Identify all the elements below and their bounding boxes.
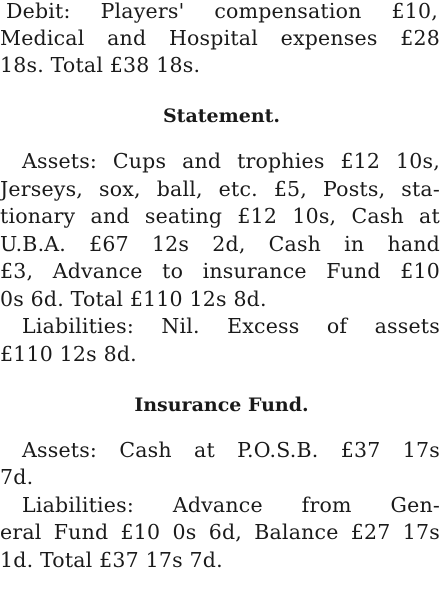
word: 2d, xyxy=(212,232,246,256)
word: Medical xyxy=(0,26,85,50)
word: expenses xyxy=(280,26,378,50)
word: Cups xyxy=(112,149,167,173)
word: ball, xyxy=(156,177,203,201)
word: assets xyxy=(374,314,440,338)
word: P.O.S.B. xyxy=(237,438,319,462)
word: and xyxy=(90,204,130,228)
debit-line-3: 18s. Total £38 18s. xyxy=(0,53,201,77)
word: Assets: xyxy=(22,438,98,462)
word: compensation xyxy=(214,0,362,23)
word: trophies xyxy=(237,149,325,173)
word: Balance xyxy=(254,520,339,544)
word: seating xyxy=(144,204,223,228)
word: Liabilities: xyxy=(22,493,134,517)
word: Posts, xyxy=(322,177,386,201)
word: insurance xyxy=(202,259,307,283)
word: £10, xyxy=(391,0,438,23)
word: £67 xyxy=(89,232,129,256)
word: £27 xyxy=(350,520,391,544)
statement-liabilities-line-1 xyxy=(22,313,440,340)
word: from xyxy=(301,493,352,517)
word: in xyxy=(344,232,365,256)
word: Debit: xyxy=(6,0,71,23)
word: 6d, xyxy=(208,520,243,544)
word: at xyxy=(419,204,440,228)
word: sox, xyxy=(99,177,141,201)
debit-line-1 xyxy=(6,0,438,25)
insurance-liabilities-line-3: 1d. Total £37 17s 7d. xyxy=(0,548,223,572)
word: Fund xyxy=(53,520,109,544)
insurance-assets-line-1 xyxy=(22,437,440,464)
word: and xyxy=(107,26,147,50)
word: to xyxy=(162,259,184,283)
word: Jerseys, xyxy=(0,177,84,201)
word: at xyxy=(194,438,215,462)
word: Hospital xyxy=(168,26,258,50)
word: 17s xyxy=(402,438,440,462)
statement-assets-line-1 xyxy=(22,148,440,175)
word: Liabilities: xyxy=(22,314,134,338)
word: sta- xyxy=(401,177,440,201)
word: Players' xyxy=(100,0,185,23)
insurance-fund-heading: Insurance Fund. xyxy=(134,394,309,416)
word: 0s xyxy=(172,520,197,544)
insurance-liabilities-line-2 xyxy=(0,519,440,546)
word: and xyxy=(182,149,222,173)
statement-assets-line-3 xyxy=(0,203,440,230)
debit-line-2 xyxy=(0,25,440,52)
word: £12 xyxy=(237,204,278,228)
word: Advance xyxy=(172,493,263,517)
word: tionary xyxy=(0,204,76,228)
word: £3, xyxy=(0,259,34,283)
word: 12s xyxy=(151,232,190,256)
word: eral xyxy=(0,520,42,544)
word: Cash xyxy=(351,204,404,228)
insurance-assets-line-2: 7d. xyxy=(0,465,34,489)
word: hand xyxy=(387,232,440,256)
word: Cash xyxy=(268,232,322,256)
statement-assets-line-4 xyxy=(0,231,440,258)
word: Assets: xyxy=(22,149,98,173)
statement-heading: Statement. xyxy=(162,105,281,127)
word: £12 xyxy=(340,149,381,173)
word: £10 xyxy=(120,520,161,544)
statement-assets-line-5 xyxy=(0,258,440,285)
word: of xyxy=(326,314,348,338)
word: £37 xyxy=(340,438,381,462)
word: £10 xyxy=(400,259,440,283)
word: £28 xyxy=(400,26,440,50)
word: 10s, xyxy=(396,149,440,173)
word: Gen- xyxy=(390,493,440,517)
statement-liabilities-line-2: £110 12s 8d. xyxy=(0,342,137,366)
word: etc. xyxy=(218,177,258,201)
statement-assets-line-6: 0s 6d. Total £110 12s 8d. xyxy=(0,287,267,311)
word: Excess xyxy=(227,314,300,338)
word: £5, xyxy=(273,177,308,201)
statement-assets-line-2 xyxy=(0,176,440,203)
insurance-liabilities-line-1 xyxy=(22,492,440,519)
word: U.B.A. xyxy=(0,232,67,256)
word: 10s, xyxy=(292,204,337,228)
word: Nil. xyxy=(161,314,200,338)
word: 17s xyxy=(402,520,440,544)
word: Cash xyxy=(119,438,172,462)
word: Advance xyxy=(52,259,143,283)
word: Fund xyxy=(326,259,381,283)
